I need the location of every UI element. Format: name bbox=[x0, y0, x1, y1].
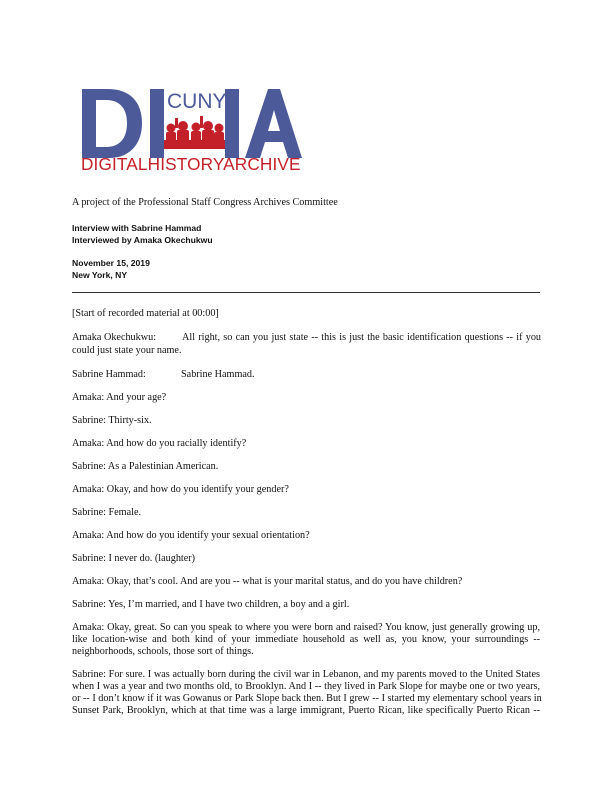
logo-subtitle: DIGITALHISTORYARCHIVE bbox=[81, 154, 301, 174]
start-marker: [Start of recorded material at 00:00] bbox=[72, 308, 219, 319]
speaker-label: Sabrine Hammad: bbox=[72, 369, 146, 380]
question-text: All right, so can you just state -- this is just the basic identification questions -- if you bbox=[182, 332, 542, 343]
project-line: A project of the Professional Staff Congress Archives Committee bbox=[72, 197, 338, 208]
answer-7-cont: when I was a year and two months old, to Brooklyn. And I -- they lived in Park Slope for maybe one or two years, bbox=[72, 681, 540, 692]
answer-2: Sabrine: Thirty-six. bbox=[72, 415, 152, 426]
answer-1 bbox=[72, 369, 255, 380]
answer-7-cont: Sunset Park, Brooklyn, which at that time was a large immigrant, Puerto Rican, like specifically Puerto Rican -- bbox=[72, 705, 540, 716]
answer-7-cont: or -- I don’t know if it was Gowanus or Park Slope back then. But I grew -- I started my elementary school years in bbox=[72, 693, 542, 704]
question-3: Amaka: And how do you racially identify? bbox=[72, 438, 247, 449]
question-1 bbox=[72, 332, 541, 343]
question-7-cont: neighborhoods, schools, those sort of things. bbox=[72, 646, 254, 657]
people-silhouette-icon bbox=[164, 116, 225, 149]
interviewer-line: Interviewed by Amaka Okechukwu bbox=[72, 235, 213, 245]
question-2: Amaka: And your age? bbox=[72, 392, 167, 403]
answer-5: Sabrine: I never do. (laughter) bbox=[72, 553, 196, 564]
answer-text: Sabrine Hammad. bbox=[181, 369, 255, 380]
answer-4: Sabrine: Female. bbox=[72, 507, 142, 518]
question-6: Amaka: Okay, that’s cool. And are you -- what is your marital status, and do you have children? bbox=[72, 576, 463, 587]
speaker-label: Amaka Okechukwu: bbox=[72, 332, 157, 343]
question-5: Amaka: And how do you identify your sexual orientation? bbox=[72, 530, 310, 541]
date-line: November 15, 2019 bbox=[72, 258, 150, 268]
question-1-cont: could just state your name. bbox=[72, 345, 182, 356]
cuny-label: CUNY bbox=[167, 90, 227, 113]
question-7: Amaka: Okay, great. So can you speak to where you were born and raised? You know, just generally growing up, bbox=[72, 622, 540, 633]
answer-6: Sabrine: Yes, I’m married, and I have two children, a boy and a girl. bbox=[72, 599, 350, 610]
answer-7: Sabrine: For sure. I was actually born during the civil war in Lebanon, and my parents moved to the United States bbox=[72, 669, 540, 680]
divider bbox=[72, 292, 540, 293]
question-7-cont: like location-wise and both kind of your immediate household as well as, you know, your surroundings -- bbox=[72, 634, 540, 645]
answer-3: Sabrine: As a Palestinian American. bbox=[72, 461, 219, 472]
question-4: Amaka: Okay, and how do you identify your gender? bbox=[72, 484, 289, 495]
interviewee-line: Interview with Sabrine Hammad bbox=[72, 223, 202, 233]
place-line: New York, NY bbox=[72, 270, 128, 280]
